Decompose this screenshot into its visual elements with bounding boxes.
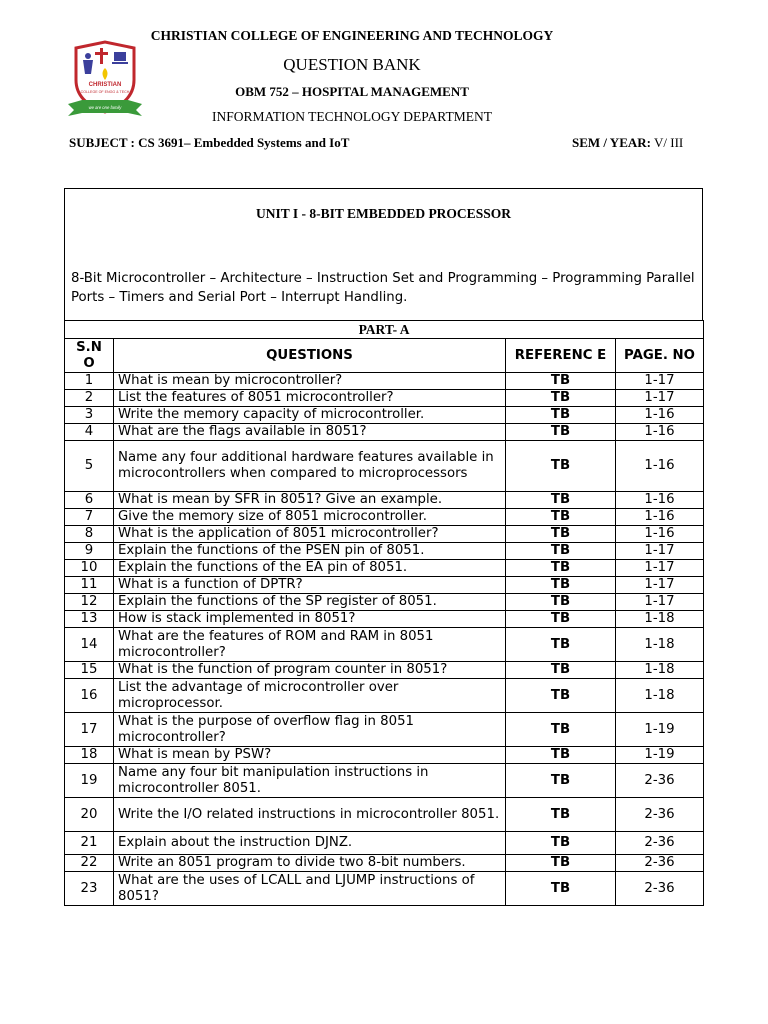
row-page: 1-16 xyxy=(616,509,704,526)
row-reference: TB xyxy=(506,407,616,424)
row-question: What are the flags available in 8051? xyxy=(114,424,506,441)
table-row xyxy=(65,441,704,492)
row-question: Explain the functions of the SP register of 8051. xyxy=(114,594,506,611)
table-row xyxy=(65,747,704,764)
row-page: 2-36 xyxy=(616,764,704,798)
part-label: PART- A xyxy=(65,321,704,339)
row-reference: TB xyxy=(506,679,616,713)
row-question: What are the uses of LCALL and LJUMP instructions of 8051? xyxy=(114,872,506,906)
row-page: 2-36 xyxy=(616,855,704,872)
row-sno: 16 xyxy=(65,679,114,713)
table-row xyxy=(65,798,704,832)
college-name: CHRISTIAN COLLEGE OF ENGINEERING AND TECHNOLOGY xyxy=(150,28,554,43)
row-sno: 3 xyxy=(65,407,114,424)
row-question: What is the purpose of overflow flag in 8051 microcontroller? xyxy=(114,713,506,747)
row-page: 1-16 xyxy=(616,441,704,492)
row-reference: TB xyxy=(506,526,616,543)
unit-description: 8-Bit Microcontroller – Architecture – Instruction Set and Programming – Programming Parallel Ports – Timers and Serial Port – Interrupt Handling. xyxy=(71,271,695,305)
row-sno: 5 xyxy=(65,441,114,492)
row-reference: TB xyxy=(506,713,616,747)
header-sno: S.N O xyxy=(65,339,114,373)
row-reference: TB xyxy=(506,492,616,509)
table-row xyxy=(65,560,704,577)
table-row xyxy=(65,407,704,424)
table-row xyxy=(65,594,704,611)
logo-ribbon-text: we are one family xyxy=(88,105,122,110)
table-row xyxy=(65,373,704,390)
subject-line: SUBJECT : CS 3691– Embedded Systems and IoT xyxy=(69,135,350,150)
row-page: 1-17 xyxy=(616,560,704,577)
row-sno: 17 xyxy=(65,713,114,747)
row-reference: TB xyxy=(506,611,616,628)
unit-box xyxy=(64,188,703,321)
table-row xyxy=(65,611,704,628)
row-sno: 8 xyxy=(65,526,114,543)
table-row xyxy=(65,662,704,679)
row-question: List the advantage of microcontroller over microprocessor. xyxy=(114,679,506,713)
row-page: 1-18 xyxy=(616,662,704,679)
row-question: Explain the functions of the PSEN pin of 8051. xyxy=(114,543,506,560)
department-name: INFORMATION TECHNOLOGY DEPARTMENT xyxy=(212,109,492,124)
row-reference: TB xyxy=(506,628,616,662)
doc-type-title: QUESTION BANK xyxy=(283,55,421,74)
row-question: What are the features of ROM and RAM in 8051 microcontroller? xyxy=(114,628,506,662)
row-question: What is mean by PSW? xyxy=(114,747,506,764)
row-page: 1-16 xyxy=(616,526,704,543)
row-sno: 21 xyxy=(65,832,114,855)
sem-year-label: SEM / YEAR: xyxy=(572,135,651,150)
row-sno: 23 xyxy=(65,872,114,906)
row-reference: TB xyxy=(506,424,616,441)
row-sno: 4 xyxy=(65,424,114,441)
course-title: OBM 752 – HOSPITAL MANAGEMENT xyxy=(235,84,469,99)
row-reference: TB xyxy=(506,441,616,492)
row-reference: TB xyxy=(506,764,616,798)
row-sno: 22 xyxy=(65,855,114,872)
row-page: 1-16 xyxy=(616,424,704,441)
row-question: Name any four bit manipulation instructions in microcontroller 8051. xyxy=(114,764,506,798)
table-row xyxy=(65,679,704,713)
row-page: 1-16 xyxy=(616,492,704,509)
row-page: 2-36 xyxy=(616,872,704,906)
row-page: 2-36 xyxy=(616,832,704,855)
table-row xyxy=(65,832,704,855)
row-page: 1-17 xyxy=(616,577,704,594)
row-sno: 7 xyxy=(65,509,114,526)
row-reference: TB xyxy=(506,747,616,764)
question-table xyxy=(64,320,704,906)
table-row xyxy=(65,764,704,798)
row-reference: TB xyxy=(506,509,616,526)
row-page: 1-19 xyxy=(616,713,704,747)
row-reference: TB xyxy=(506,594,616,611)
row-question: What is a function of DPTR? xyxy=(114,577,506,594)
row-question: Explain the functions of the EA pin of 8051. xyxy=(114,560,506,577)
table-row xyxy=(65,424,704,441)
table-row xyxy=(65,713,704,747)
unit-title: UNIT I - 8-BIT EMBEDDED PROCESSOR xyxy=(256,206,511,221)
row-page: 2-36 xyxy=(616,798,704,832)
row-question: What is mean by microcontroller? xyxy=(114,373,506,390)
row-reference: TB xyxy=(506,855,616,872)
row-sno: 12 xyxy=(65,594,114,611)
row-reference: TB xyxy=(506,373,616,390)
table-row xyxy=(65,509,704,526)
row-page: 1-16 xyxy=(616,407,704,424)
row-question: Explain about the instruction DJNZ. xyxy=(114,832,506,855)
row-page: 1-18 xyxy=(616,679,704,713)
row-page: 1-17 xyxy=(616,543,704,560)
row-sno: 1 xyxy=(65,373,114,390)
row-page: 1-18 xyxy=(616,611,704,628)
college-logo xyxy=(66,40,144,120)
header-reference: REFERENC E xyxy=(506,339,616,373)
row-reference: TB xyxy=(506,543,616,560)
row-reference: TB xyxy=(506,662,616,679)
row-page: 1-17 xyxy=(616,390,704,407)
table-row xyxy=(65,390,704,407)
sem-year-line xyxy=(572,135,683,151)
row-reference: TB xyxy=(506,577,616,594)
row-sno: 18 xyxy=(65,747,114,764)
row-reference: TB xyxy=(506,390,616,407)
row-question: Give the memory size of 8051 microcontroller. xyxy=(114,509,506,526)
header-page: PAGE. NO xyxy=(616,339,704,373)
row-question: Write an 8051 program to divide two 8-bit numbers. xyxy=(114,855,506,872)
table-row xyxy=(65,872,704,906)
row-sno: 19 xyxy=(65,764,114,798)
row-page: 1-18 xyxy=(616,628,704,662)
row-reference: TB xyxy=(506,798,616,832)
table-row xyxy=(65,577,704,594)
row-question: Write the I/O related instructions in microcontroller 8051. xyxy=(114,798,506,832)
table-row xyxy=(65,855,704,872)
header-questions: QUESTIONS xyxy=(114,339,506,373)
table-row xyxy=(65,628,704,662)
table-row xyxy=(65,492,704,509)
row-question: What is the function of program counter in 8051? xyxy=(114,662,506,679)
row-question: Write the memory capacity of microcontroller. xyxy=(114,407,506,424)
row-sno: 14 xyxy=(65,628,114,662)
table-row xyxy=(65,543,704,560)
row-sno: 15 xyxy=(65,662,114,679)
row-page: 1-17 xyxy=(616,373,704,390)
row-page: 1-19 xyxy=(616,747,704,764)
row-sno: 9 xyxy=(65,543,114,560)
row-sno: 2 xyxy=(65,390,114,407)
row-question: How is stack implemented in 8051? xyxy=(114,611,506,628)
row-sno: 11 xyxy=(65,577,114,594)
row-sno: 6 xyxy=(65,492,114,509)
row-page: 1-17 xyxy=(616,594,704,611)
row-question: What is mean by SFR in 8051? Give an example. xyxy=(114,492,506,509)
row-sno: 10 xyxy=(65,560,114,577)
row-question: List the features of 8051 microcontroller? xyxy=(114,390,506,407)
logo-text-mid: COLLEGE OF ENGG & TECH xyxy=(80,90,130,94)
sem-year-value: V/ III xyxy=(650,135,684,150)
row-reference: TB xyxy=(506,872,616,906)
row-reference: TB xyxy=(506,832,616,855)
row-question: What is the application of 8051 microcontroller? xyxy=(114,526,506,543)
table-row xyxy=(65,526,704,543)
row-sno: 20 xyxy=(65,798,114,832)
row-reference: TB xyxy=(506,560,616,577)
logo-text-top: CHRISTIAN xyxy=(88,82,122,88)
row-sno: 13 xyxy=(65,611,114,628)
row-question: Name any four additional hardware features available in microcontrollers when compared to microprocessors xyxy=(114,441,506,492)
